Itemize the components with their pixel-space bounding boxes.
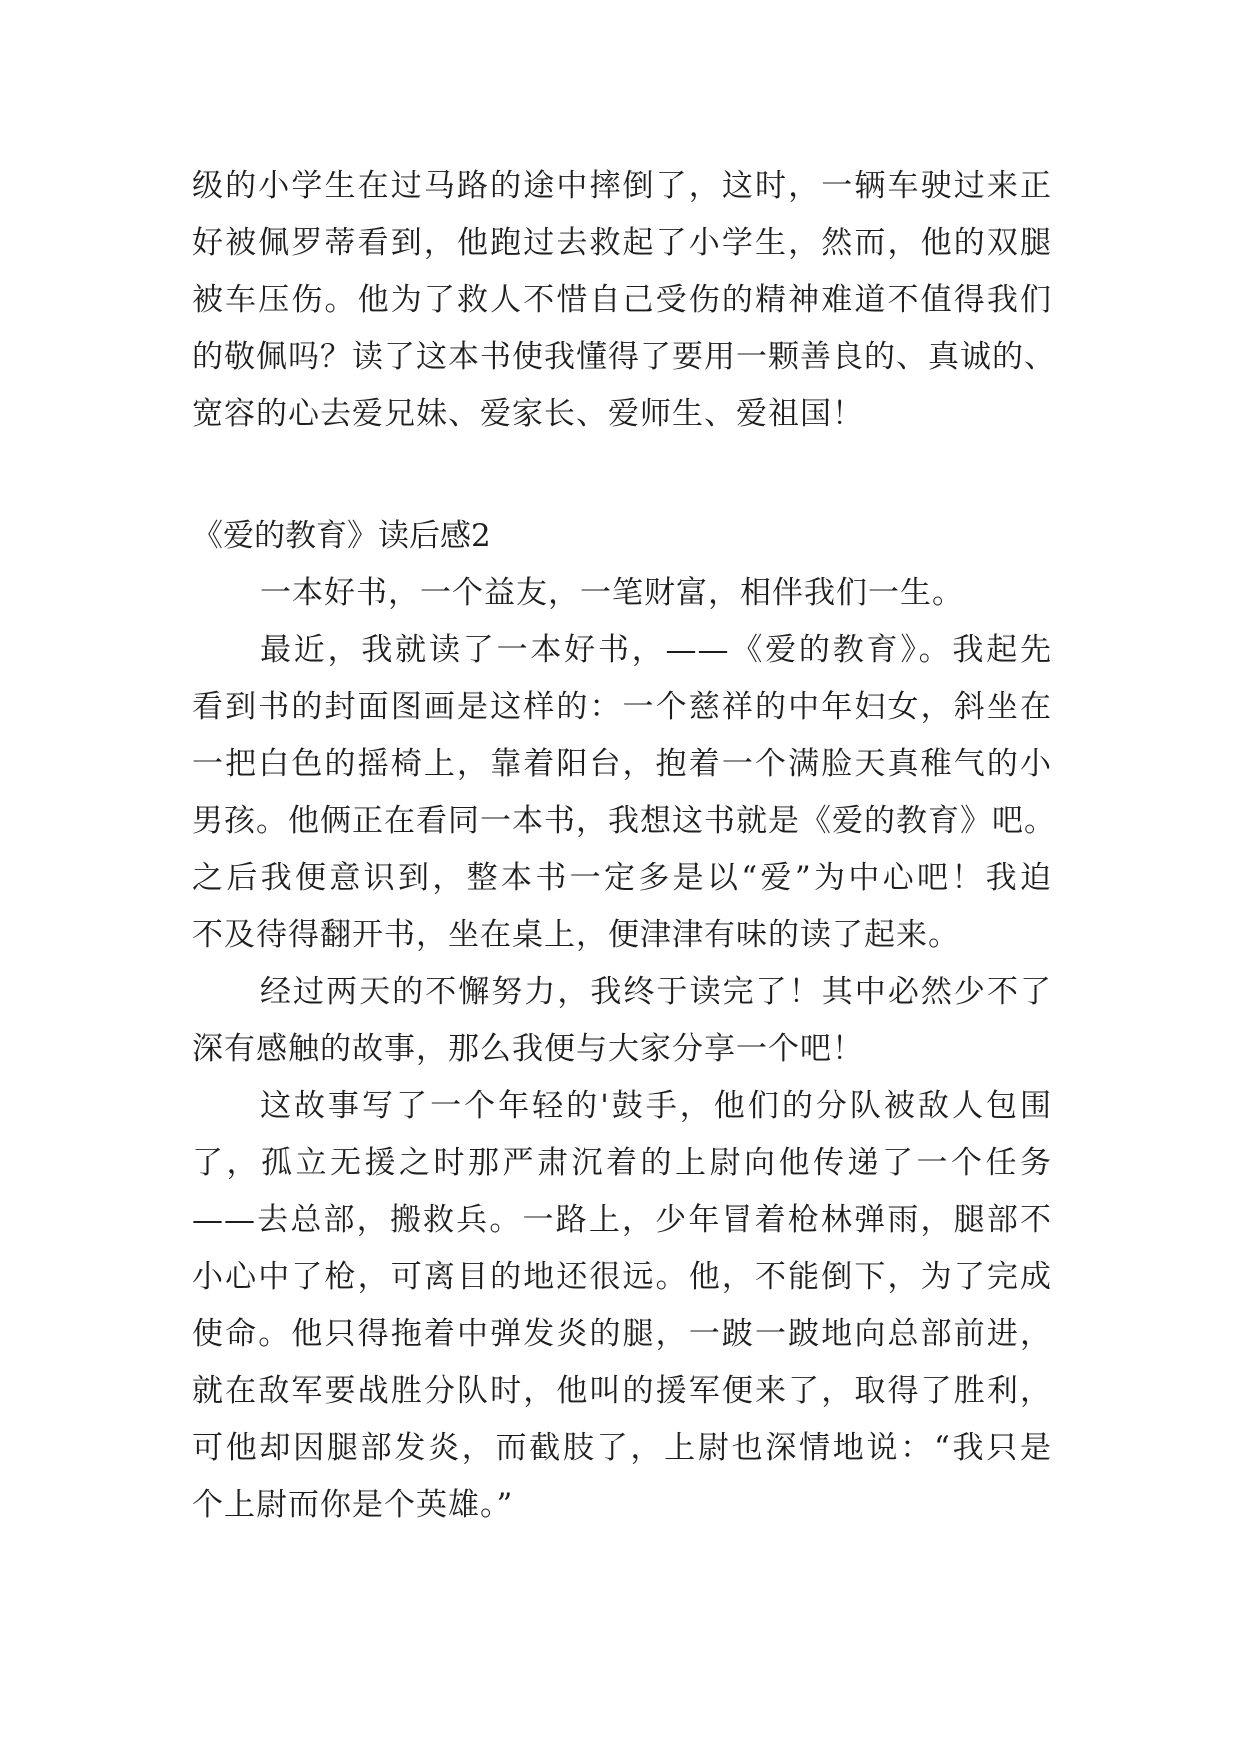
text-line: 宽容的心去爱兄妹、爱家长、爱师生、爱祖国！ [192,396,864,432]
paragraph-3 [192,964,1052,1078]
continued-paragraph [192,158,1056,443]
paragraph-2 [192,622,1056,964]
text-line: 男孩。他俩正在看同一本书，我想这书就是《爱的教育》吧。 [192,803,1056,839]
article-body [192,565,1056,1534]
text-line: 深有感触的故事，那么我便与大家分享一个吧！ [192,1031,864,1067]
text-line: 使命。他只得拖着中弹发炎的腿，一跛一跛地向总部前进， [192,1316,1052,1352]
text-line: 个上尉而你是个英雄。” [192,1487,514,1523]
text-line: 小心中了枪，可离目的地还很远。他，不能倒下，为了完成 [192,1259,1052,1295]
paragraph-1 [192,565,1052,622]
text-line: 一本好书，一个益友，一笔财富，相伴我们一生。 [260,575,964,611]
text-line: 级的小学生在过马路的途中摔倒了，这时，一辆车驶过来正 [192,168,1052,204]
text-line: 被车压伤。他为了救人不惜自己受伤的精神难道不值得我们 [192,282,1052,318]
paragraph-4 [192,1078,1052,1534]
text-line: 的敬佩吗？读了这本书使我懂得了要用一颗善良的、真诚的、 [192,339,1056,375]
text-line: 之后我便意识到，整本书一定多是以“爱”为中心吧！我迫 [192,860,1052,896]
text-line: 好被佩罗蒂看到，他跑过去救起了小学生，然而，他的双腿 [192,225,1052,261]
text-line: 看到书的封面图画是这样的：一个慈祥的中年妇女，斜坐在 [192,689,1052,725]
text-line: 就在敌军要战胜分队时，他叫的援军便来了，取得了胜利， [192,1373,1052,1409]
text-line: 了，孤立无援之时那严肃沉着的上尉向他传递了一个任务 [192,1145,1052,1181]
text-line: ——去总部，搬救兵。一路上，少年冒着枪林弹雨，腿部不 [192,1202,1052,1238]
text-line: 经过两天的不懈努力，我终于读完了！其中必然少不了 [260,974,1052,1010]
text-line: 最近，我就读了一本好书，——《爱的教育》。我起先 [260,632,1052,668]
text-line: 一把白色的摇椅上，靠着阳台，抱着一个满脸天真稚气的小 [192,746,1052,782]
text-line: 这故事写了一个年轻的'鼓手，他们的分队被敌人包围 [260,1088,1052,1124]
section-title: 《爱的教育》读后感2 [192,518,491,554]
text-line: 可他却因腿部发炎，而截肢了，上尉也深情地说：“我只是 [192,1430,1052,1466]
text-line: 不及待得翻开书，坐在桌上，便津津有味的读了起来。 [192,917,960,953]
